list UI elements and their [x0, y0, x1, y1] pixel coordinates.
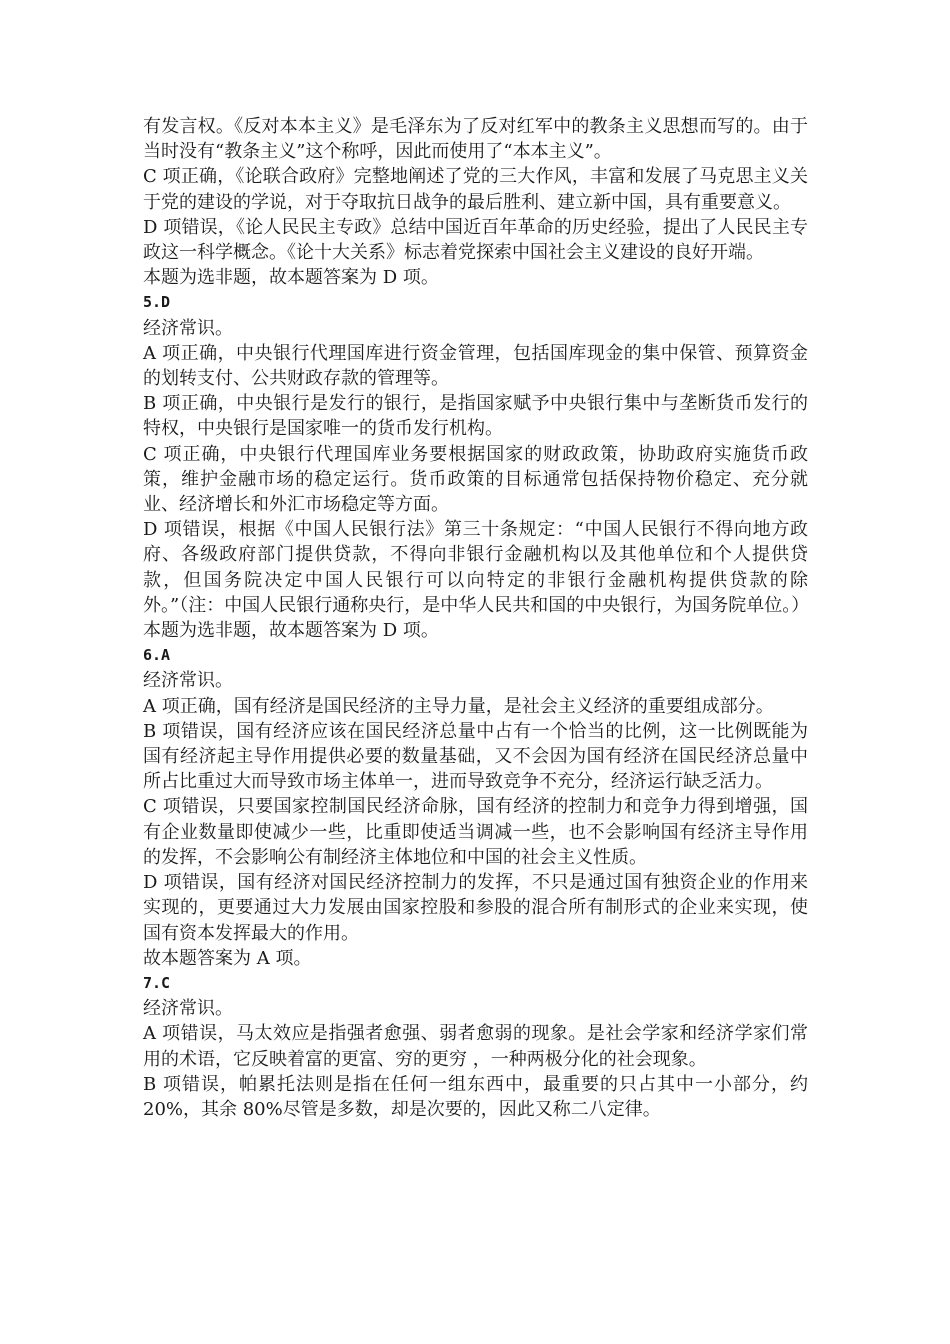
- paragraph: D 项错误，国有经济对国民经济控制力的发挥，不只是通过国有独资企业的作用来实现的，更要通过大力发展由国家控股和参股的混合所有制形式的企业来实现，使国有资本发挥最大的作用。: [143, 872, 808, 944]
- paragraph: 有发言权。《反对本本主义》是毛泽东为了反对红军中的教条主义思想而写的。由于当时没有“教条主义”这个称呼，因此而使用了“本本主义”。: [143, 116, 808, 163]
- paragraph: 经济常识。: [143, 317, 233, 339]
- paragraph: A 项正确，国有经济是国民经济的主导力量，是社会主义经济的重要组成部分。: [143, 695, 774, 717]
- paragraph: C 项错误，只要国家控制国民经济命脉，国有经济的控制力和竞争力得到增强，国有企业数量即使减少一些，比重即使适当调减一些，也不会影响国有经济主导作用的发挥，不会影响公有制经济主体地位和中国的社会主义性质。: [143, 796, 808, 868]
- paragraph: 经济常识。: [143, 670, 233, 692]
- document-page: [143, 114, 808, 1122]
- question-number: 5.D: [143, 293, 171, 312]
- paragraph: D 项错误，根据《中国人民银行法》第三十条规定：“中国人民银行不得向地方政府、各级政府部门提供贷款，不得向非银行金融机构以及其他单位和个人提供贷款，但国务院决定中国人民银行可以向特定的非银行金融机构提供贷款的除外。”（注：中国人民银行通称央行，是中华人民共和国的中央银行，为国务院单位。）: [143, 519, 810, 616]
- paragraph: 经济常识。: [143, 998, 233, 1020]
- paragraph: 本题为选非题，故本题答案为 D 项。: [143, 620, 439, 642]
- paragraph: B 项正确，中央银行是发行的银行，是指国家赋予中央银行集中与垄断货币发行的特权，中央银行是国家唯一的货币发行机构。: [143, 393, 808, 440]
- paragraph: 故本题答案为 A 项。: [143, 947, 312, 969]
- question-number: 6.A: [143, 646, 171, 665]
- paragraph: A 项正确，中央银行代理国库进行资金管理，包括国库现金的集中保管、预算资金的划转支付、公共财政存款的管理等。: [143, 342, 808, 390]
- paragraph: D 项错误，《论人民民主专政》总结中国近百年革命的历史经验，提出了人民民主专政这一科学概念。《论十大关系》标志着党探索中国社会主义建设的良好开端。: [143, 216, 808, 264]
- paragraph: A 项错误，马太效应是指强者愈强、弱者愈弱的现象。是社会学家和经济学家们常用的术语，它反映着富的更富、穷的更穷 ，一种两极分化的社会现象。: [143, 1023, 808, 1070]
- paragraph: 本题为选非题，故本题答案为 D 项。: [143, 267, 439, 289]
- paragraph: C 项正确，中央银行代理国库业务要根据国家的财政政策，协助政府实施货币政策，维护金融市场的稳定运行。货币政策的目标通常包括保持物价稳定、充分就业、经济增长和外汇市场稳定等方面。: [143, 443, 808, 516]
- paragraph: B 项错误，国有经济应该在国民经济总量中占有一个恰当的比例，这一比例既能为国有经济起主导作用提供必要的数量基础，又不会因为国有经济在国民经济总量中所占比重过大而导致市场主体单一，进而导致竞争不充分，经济运行缺乏活力。: [143, 720, 808, 793]
- question-number: 7.C: [143, 973, 171, 992]
- paragraph: B 项错误，帕累托法则是指在任何一组东西中，最重要的只占其中一小部分，约 20%，其余 80%尽管是多数，却是次要的，因此又称二八定律。: [143, 1073, 808, 1120]
- paragraph: C 项正确，《论联合政府》完整地阐述了党的三大作风，丰富和发展了马克思主义关于党的建设的学说，对于夺取抗日战争的最后胜利、建立新中国，具有重要意义。: [143, 166, 808, 213]
